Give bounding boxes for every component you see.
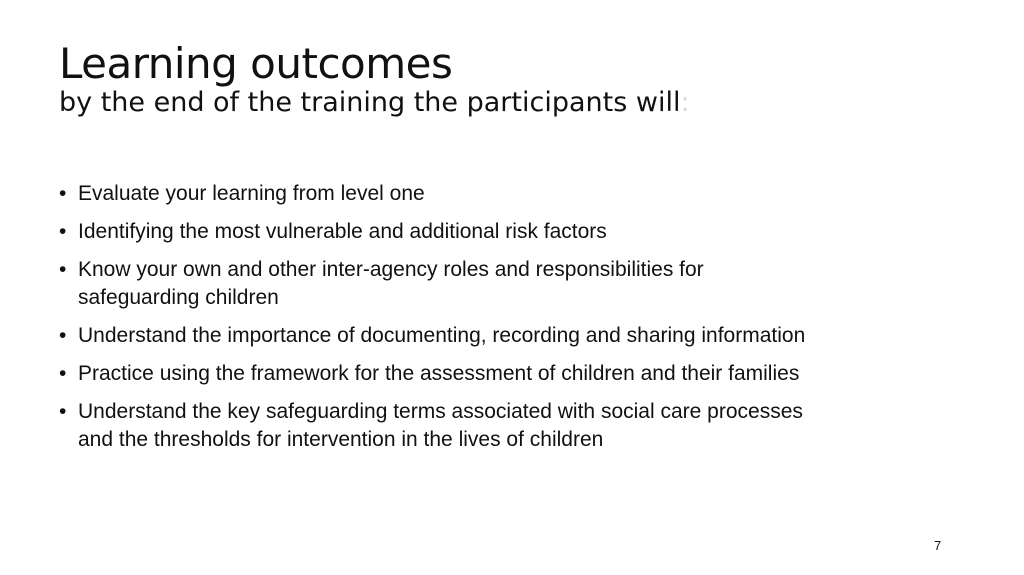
bullet-item: • Understand the importance of documenting, recording and sharing information xyxy=(59,322,819,350)
bullet-item: • Practice using the framework for the assessment of children and their families xyxy=(59,360,819,388)
page-number: 7 xyxy=(934,538,942,553)
slide-title: Learning outcomes xyxy=(59,39,453,88)
subtitle-colon: : xyxy=(680,87,690,118)
slide-subtitle xyxy=(59,88,719,117)
bullet-item: • Understand the key safeguarding terms associated with social care processes and the thresholds for intervention in the lives of children xyxy=(59,398,819,454)
learning-outcomes-list xyxy=(59,180,819,464)
bullet-item: • Evaluate your learning from level one xyxy=(59,180,819,208)
bullet-item: • Identifying the most vulnerable and additional risk factors xyxy=(59,218,819,246)
subtitle-text: by the end of the training the participants will xyxy=(59,87,681,118)
bullet-item: • Know your own and other inter-agency roles and responsibilities for safeguarding children xyxy=(59,256,819,312)
title-block xyxy=(59,40,779,117)
